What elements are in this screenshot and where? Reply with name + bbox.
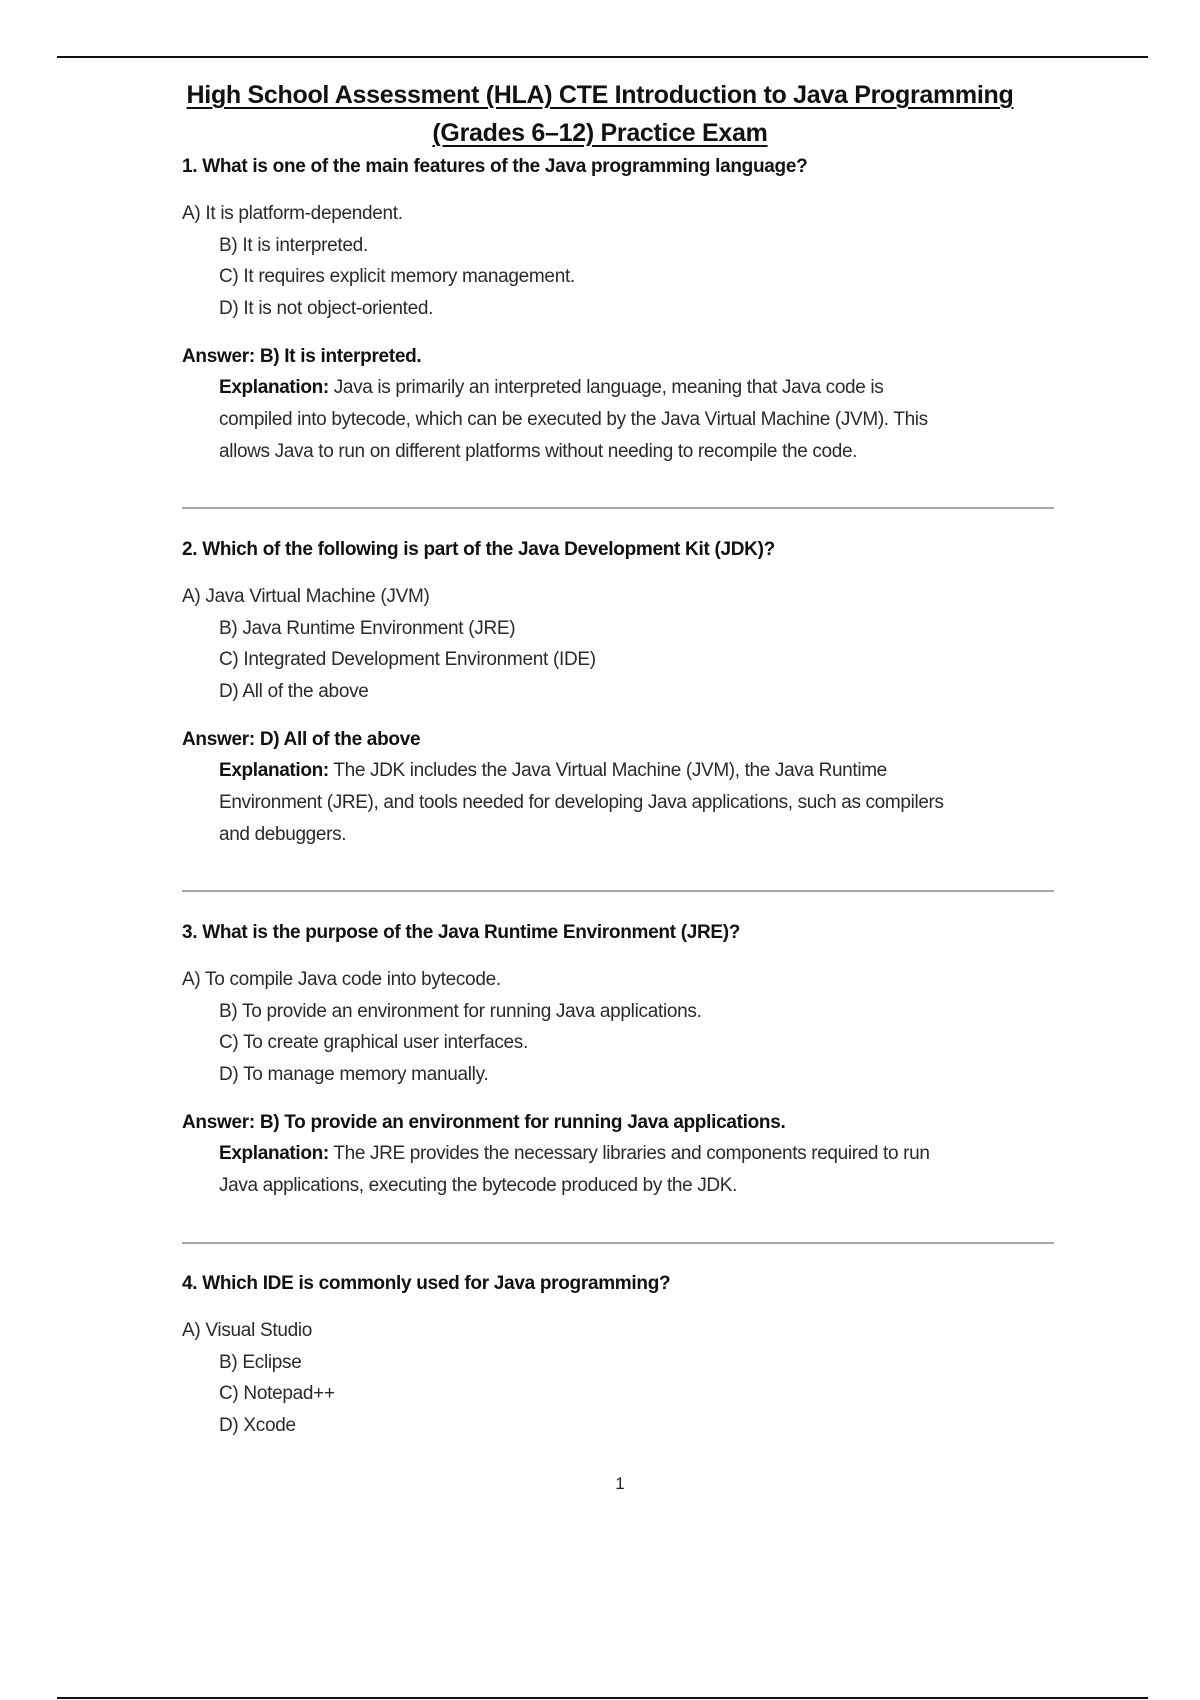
question-1-answer: Answer: B) It is interpreted. <box>182 346 422 367</box>
question-1-option-d: D) It is not object-oriented. <box>219 298 434 319</box>
title-line-1: High School Assessment (HLA) CTE Introduction to Java Programming <box>186 81 1014 109</box>
question-4-option-c: C) Notepad++ <box>219 1383 335 1404</box>
question-3-option-c: C) To create graphical user interfaces. <box>219 1032 528 1053</box>
question-4 <box>182 1272 1082 1436</box>
footer-rule <box>57 1697 1148 1699</box>
question-1-text: 1. What is one of the main features of the Java programming language? <box>182 156 808 177</box>
question-1-explanation <box>219 372 1099 468</box>
question-separator <box>182 890 1054 892</box>
title-line-2: (Grades 6–12) Practice Exam <box>432 119 768 147</box>
question-3-explanation <box>219 1138 1099 1202</box>
explanation-line-1: The JRE provides the necessary libraries and components required to run <box>328 1143 930 1164</box>
document-title <box>0 76 1200 152</box>
question-4-text: 4. Which IDE is commonly used for Java programming? <box>182 1273 671 1294</box>
explanation-line-1: Java is primarily an interpreted language, meaning that Java code is <box>328 377 884 398</box>
header-rule <box>57 56 1148 58</box>
question-2-option-a: A) Java Virtual Machine (JVM) <box>182 586 430 607</box>
question-2 <box>182 538 1082 845</box>
question-1-option-c: C) It requires explicit memory management. <box>219 266 575 287</box>
explanation-line-2: Environment (JRE), and tools needed for developing Java applications, such as compilers <box>219 792 944 813</box>
question-1-option-b: B) It is interpreted. <box>219 235 368 256</box>
explanation-line-2: Java applications, executing the bytecode produced by the JDK. <box>219 1175 738 1196</box>
explanation-line-3: allows Java to run on different platforms without needing to recompile the code. <box>219 441 858 462</box>
question-2-option-c: C) Integrated Development Environment (IDE) <box>219 649 596 670</box>
explanation-label: Explanation: <box>219 1143 329 1164</box>
question-1-option-a: A) It is platform-dependent. <box>182 203 403 224</box>
page-number: 1 <box>615 1474 625 1493</box>
explanation-label: Explanation: <box>219 760 329 781</box>
explanation-label: Explanation: <box>219 377 329 398</box>
question-4-option-b: B) Eclipse <box>219 1352 302 1373</box>
question-separator <box>182 1242 1054 1244</box>
question-3 <box>182 921 1082 1196</box>
question-1 <box>182 155 1082 462</box>
question-2-text: 2. Which of the following is part of the Java Development Kit (JDK)? <box>182 539 775 560</box>
question-2-answer: Answer: D) All of the above <box>182 729 421 750</box>
question-2-option-d: D) All of the above <box>219 681 369 702</box>
question-separator <box>182 507 1054 509</box>
question-2-option-b: B) Java Runtime Environment (JRE) <box>219 618 516 639</box>
question-3-option-d: D) To manage memory manually. <box>219 1064 489 1085</box>
question-3-answer: Answer: B) To provide an environment for running Java applications. <box>182 1112 786 1133</box>
question-4-option-d: D) Xcode <box>219 1415 296 1436</box>
question-2-explanation <box>219 755 1099 851</box>
explanation-line-3: and debuggers. <box>219 824 347 845</box>
explanation-line-2: compiled into bytecode, which can be executed by the Java Virtual Machine (JVM). This <box>219 409 928 430</box>
question-3-option-a: A) To compile Java code into bytecode. <box>182 969 501 990</box>
question-4-option-a: A) Visual Studio <box>182 1320 313 1341</box>
question-3-option-b: B) To provide an environment for running Java applications. <box>219 1001 702 1022</box>
explanation-line-1: The JDK includes the Java Virtual Machine (JVM), the Java Runtime <box>328 760 887 781</box>
question-3-text: 3. What is the purpose of the Java Runtime Environment (JRE)? <box>182 922 741 943</box>
